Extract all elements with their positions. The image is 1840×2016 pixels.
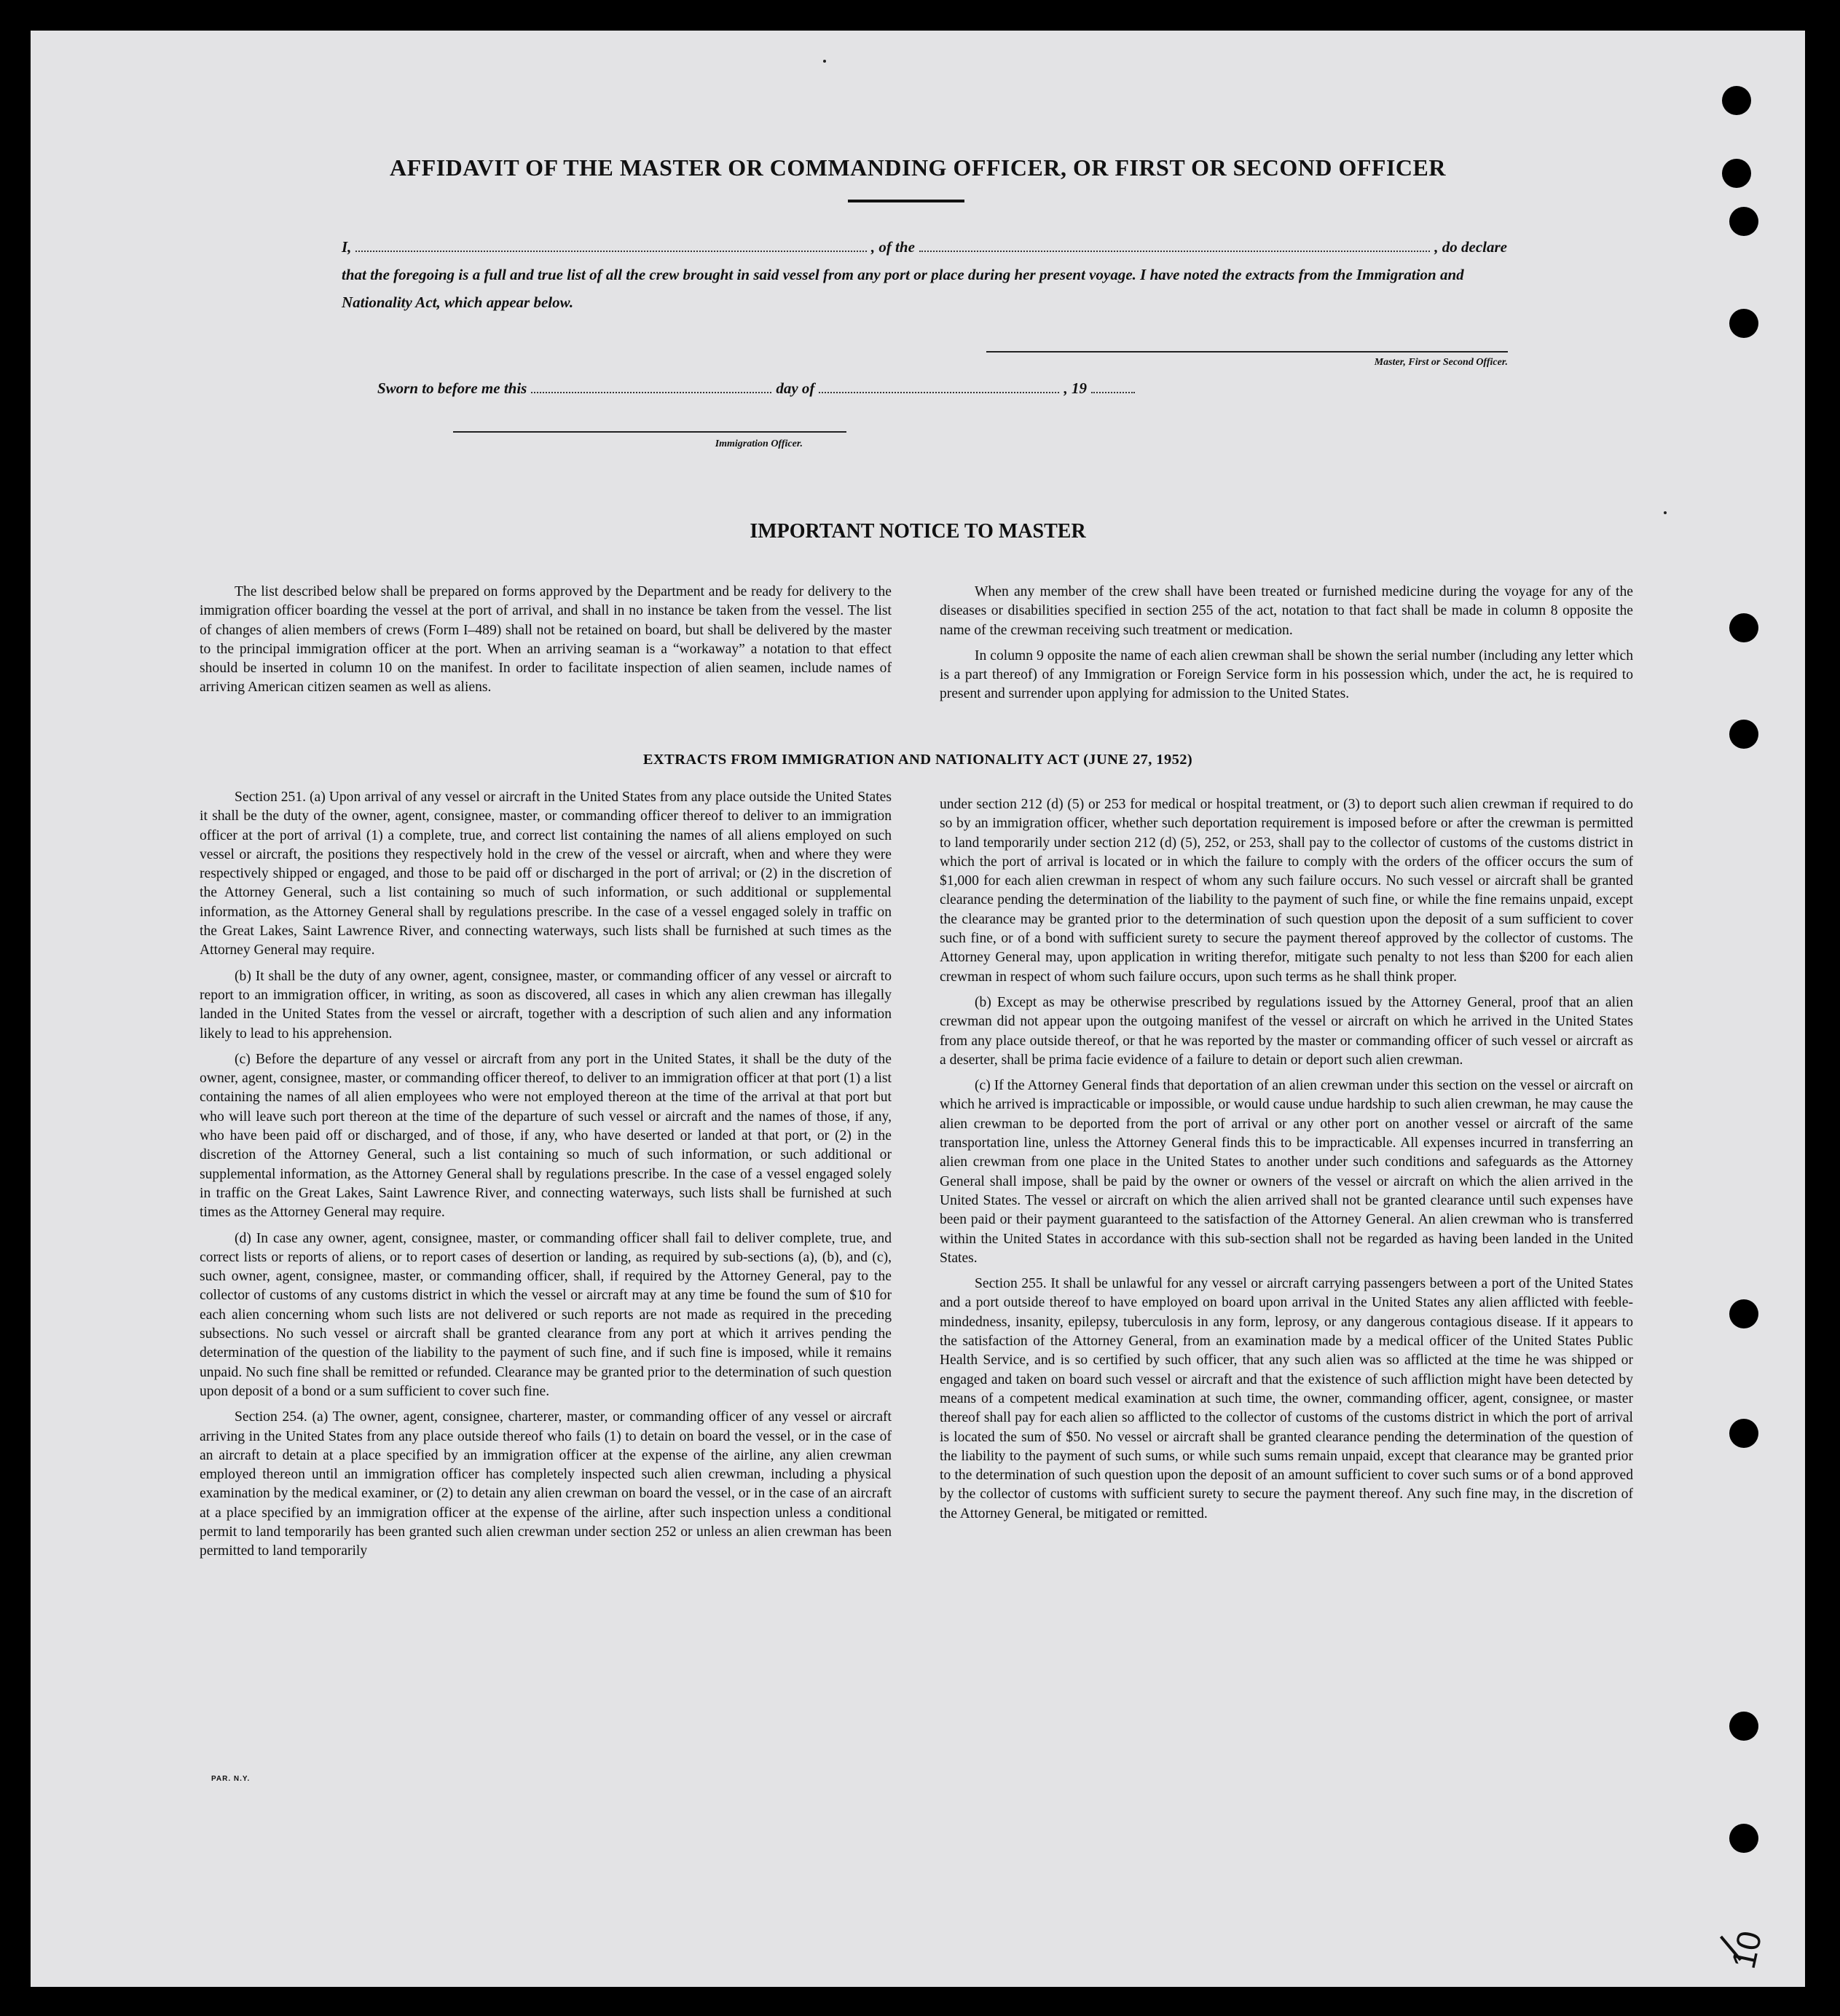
sworn-month-field[interactable] [819,379,1059,393]
binder-hole [1729,207,1758,236]
section-255: Section 255. It shall be unlawful for any vessel or aircraft carrying passengers between a port of the United States and a port outside thereof to have employed on board upon arrival in the United States any alien afflicted with feeble-mindedness, insanity, epilepsy, tuberculosis in any form, leprosy, or any dangerous contagious disease. If it appears to the satisfaction of the Attorney General, from an examination made by a medical officer of the United States Public Health Service, and is so certified by such officer, that any such alien was so afflicted at the time he was shipped or engaged and taken on board such vessel or aircraft and that the existence of such affliction might have been detected by means of a competent medical examination at such time, the owner, commanding officer, agent, consignee, or master thereof shall pay for each alien so afflicted to the collector of customs of the customs district in which the port of arrival is located the sum of $50. No vessel or aircraft shall be granted clearance pending the determination of the question of the liability to the payment of such sums, or while such sums remain unpaid, except that clearance may be granted prior to the determination of such question upon the deposit of an amount sufficient to cover such sums or of a bond approved by the collector of customs with sufficient surety to secure the payment thereof. Any such fine may, in the discretion of the Attorney General, be mitigated or remitted. [940,1276,1633,1521]
section-251d: (d) In case any owner, agent, consignee, master, or commanding officer shall fail to deliver complete, true, and correct lists or reports of aliens, or to report cases of desertion or landing, as required by sub-sections (a), (b), and (c), such owner, agent, consignee, master, or commanding officer, shall, if required by the Attorney General, pay to the collector of customs of any customs district in which the vessel or aircraft may at any time be found the sum of $10 for each alien concerning whom such lists are not delivered or such reports are not made as required in the preceding subsections. No such vessel or aircraft shall be granted clearance from any port at which it arrives pending the determination of the question of the liability to the payment of such fine, and if such fine is imposed, while it remains unpaid. No such fine shall be remitted or refunded. Clearance may be granted prior to the determination of such question upon deposit of a bond or a sum sufficient to cover such fine. [200,1230,892,1399]
notice-paragraph: The list described below shall be prepared on forms approved by the Department and be ready for delivery to the immigration officer boarding the vessel at the port of arrival, and shall in no instance be taken from the vessel. The list of changes of alien members of crews (Form I–489) shall not be retained on board, but shall be delivered by the master to the principal immigration officer at the port. When an arriving seaman is a “workaway” a notation to that effect should be inserted in column 10 on the manifest. In order to facilitate inspection of alien seamen, include names of arriving American citizen seamen as well as aliens. [200,584,892,696]
sworn-day-field[interactable] [531,379,771,393]
declaration-do-declare: , do declare [1434,238,1507,256]
affidavit-title: AFFIDAVIT OF THE MASTER OR COMMANDING OFFICER, OR FIRST OR SECOND OFFICER [390,154,1446,181]
notice-right-column [940,583,1633,704]
section-254b: (b) Except as may be otherwise prescribed by regulations issued by the Attorney General, proof that an alien crewman did not appear upon the outgoing manifest of the vessel or aircraft on which he arrived in the United States from any place outside thereof, or that he was reported by the master or commanding officer of such vessel or aircraft as a deserter, shall be prima facie evidence of a failure to detain or deport such alien crewman. [940,994,1633,1068]
binder-hole [1729,309,1758,338]
printer-mark: PAR. N.Y. [211,1775,251,1783]
section-254a: Section 254. (a) The owner, agent, consignee, charterer, master, or commanding officer of any vessel or aircraft arriving in the United States from any place outside thereof who fails (1) to detain on board the vessel, or in the case of an aircraft to detain at a place specified by an immigration officer at the expense of the airline, any alien crewman employed thereon until an immigration officer has completely inspected such alien crewman, including a physical examination by the medical examiner, or (2) to detain any alien crewman on board the vessel, or in the case of an aircraft at a place specified by an immigration officer at the expense of the airline, after such inspection unless a conditional permit to land temporarily has been granted such alien crewman under section 252 or unless an alien crewman has been permitted to land temporarily [200,1409,892,1559]
master-signature-line[interactable] [986,351,1508,369]
section-254c: (c) If the Attorney General finds that deportation of an alien crewman under this section on the vessel or aircraft on which he arrived is impracticable or impossible, or would cause undue hardship to such alien crewman, he may cause the alien crewman to be deported from the port of arrival or any other port on another vessel or aircraft of the same transportation line, unless the Attorney General finds this to be impracticable. All expenses incurred in transferring an alien crewman from one place in the United States to another under such conditions and safeguards as the Attorney General shall impose, shall be paid by the owner or owners of the vessel or aircraft on which the alien arrived in the United States. The vessel or aircraft on which the alien arrived shall not be granted clearance until such expenses have been paid or their payment guaranteed to the satisfaction of the Attorney General. An alien crewman who is transferred within the United States in accordance with this sub-section shall not be regarded as having been landed in the United States. [940,1078,1633,1266]
binder-hole [1729,1824,1758,1853]
sworn-prefix: Sworn to before me this [377,379,527,397]
binder-hole [1722,86,1751,115]
sworn-day-of: day of [776,379,815,397]
notice-paragraph: When any member of the crew shall have been treated or furnished medicine during the voyage for any of the diseases or disabilities specified in section 255 of the act, notation to that fact shall be made in column 8 opposite the name of the crewman receiving such treatment or medication. [940,584,1633,638]
section-251b: (b) It shall be the duty of any owner, agent, consignee, master, or commanding officer of any vessel or aircraft to report to an immigration officer, in writing, as soon as discovered, all cases in which any alien crewman has illegally landed in the United States from the vessel or aircraft, together with a description of such alien and any information likely to lead to his apprehension. [200,968,892,1042]
section-251a: Section 251. (a) Upon arrival of any vessel or aircraft in the United States from any place outside the United States it shall be the duty of the owner, agent, consignee, master, or commanding officer thereof to deliver to an immigration officer at the port of arrival (1) a complete, true, and correct list containing the names of all aliens employed on such vessel or aircraft, the positions they respectively hold in the crew of the vessel or aircraft, when and where they were respectively shipped or engaged, and those to be paid off or discharged in the port of arrival; or (2) in the discretion of the Attorney General, such a list containing so much of such information, or such additional or supplemental information, as the Attorney General shall by regulations prescribe. In the case of a vessel engaged solely in traffic on the Great Lakes, Saint Lawrence River, and connecting waterways, such lists shall be furnished at such times as the Attorney General may require. [200,790,892,958]
notice-title: IMPORTANT NOTICE TO MASTER [750,520,1086,543]
title-rule [848,200,964,202]
declaration-text: that the foregoing is a full and true list of all the crew brought in said vessel from any port or place during her present voyage. I have noted the extracts from the Immigration and Nationality Act, which appear below. [342,266,1464,311]
extracts-left-column [200,788,892,1562]
notice-paragraph: In column 9 opposite the name of each alien crewman shall be shown the serial number (including any letter which is a part thereof) of any Immigration or Foreign Service form in his possession which, under the act, he is required to present and surrender upon applying for admission to the United States. [940,647,1633,702]
speck [823,60,826,63]
sworn-year: , 19 [1063,379,1087,397]
vessel-field[interactable] [919,237,1430,252]
sworn-year-field[interactable] [1091,379,1135,393]
declaration-of-the: , of the [870,238,915,256]
section-251c: (c) Before the departure of any vessel or aircraft from any port in the United States, it shall be the duty of the owner, agent, consignee, master, or commanding officer thereof, to deliver to an immigration officer at that port (1) a list containing the names of all alien employees who were not employed thereon at the time of the arrival at that port but who will leave such port thereon at the time of the departure of such vessel or aircraft and the names of those, if any, who have been paid off or discharged, and of those, if any, who have deserted or landed at that port, or (2) in the discretion of the Attorney General, such a list containing so much of such information, or such additional or supplemental information, as the Attorney General shall by regulations prescribe. In the case of a vessel engaged solely in traffic on the Great Lakes, Saint Lawrence River, and connecting waterways, such lists shall be furnished at such times as the Attorney General may require. [200,1051,892,1221]
speck [1664,511,1667,514]
binder-hole [1729,720,1758,749]
immigration-officer-signature-line[interactable] [453,431,846,450]
extracts-title: EXTRACTS FROM IMMIGRATION AND NATIONALITY ACT (JUNE 27, 1952) [642,752,1193,768]
binder-hole [1729,1299,1758,1328]
declaration-i: I, [342,238,352,256]
name-field[interactable] [355,237,866,252]
section-254a-continued: under section 212 (d) (5) or 253 for medical or hospital treatment, or (3) to deport such alien crewman if required to do so by an immigration officer, whether such deportation requirement is imposed before or after the crewman is permitted to land temporarily under section 212 (d) (5), 252, or 253, shall pay to the collector of customs of the customs district in which the port of arrival is located or in which the failure to comply with the orders of the officer occurs the sum of $1,000 for each alien crewman in respect of whom any such failure occurs. No such vessel or aircraft shall be granted clearance pending the determination of the liability to the payment of such fine, or while the fine remains unpaid, except the clearance may be granted prior to the determination of such question upon the deposit of a sum sufficient to cover such fine, or of a bond with sufficient surety to secure the payment thereof approved by the collector of customs. The Attorney General may, upon application in writing therefor, mitigate such penalty to not less than $200 for each alien crewman in respect of whom such failure occurs, upon such terms as he shall think proper. [940,797,1633,985]
binder-hole [1729,1419,1758,1448]
binder-hole [1729,613,1758,642]
handwritten-page-number: 10 [1723,1927,1769,1972]
notice-left-column [200,583,892,698]
declaration-first-line [342,233,1507,261]
extracts-right-column [940,795,1633,1524]
declaration-block [342,233,1507,316]
document-page [31,31,1805,1987]
signature-label: Master, First or Second Officer. [1374,357,1508,368]
binder-hole [1729,1712,1758,1741]
sworn-line [377,379,1237,398]
immigration-officer-label: Immigration Officer. [715,438,803,449]
